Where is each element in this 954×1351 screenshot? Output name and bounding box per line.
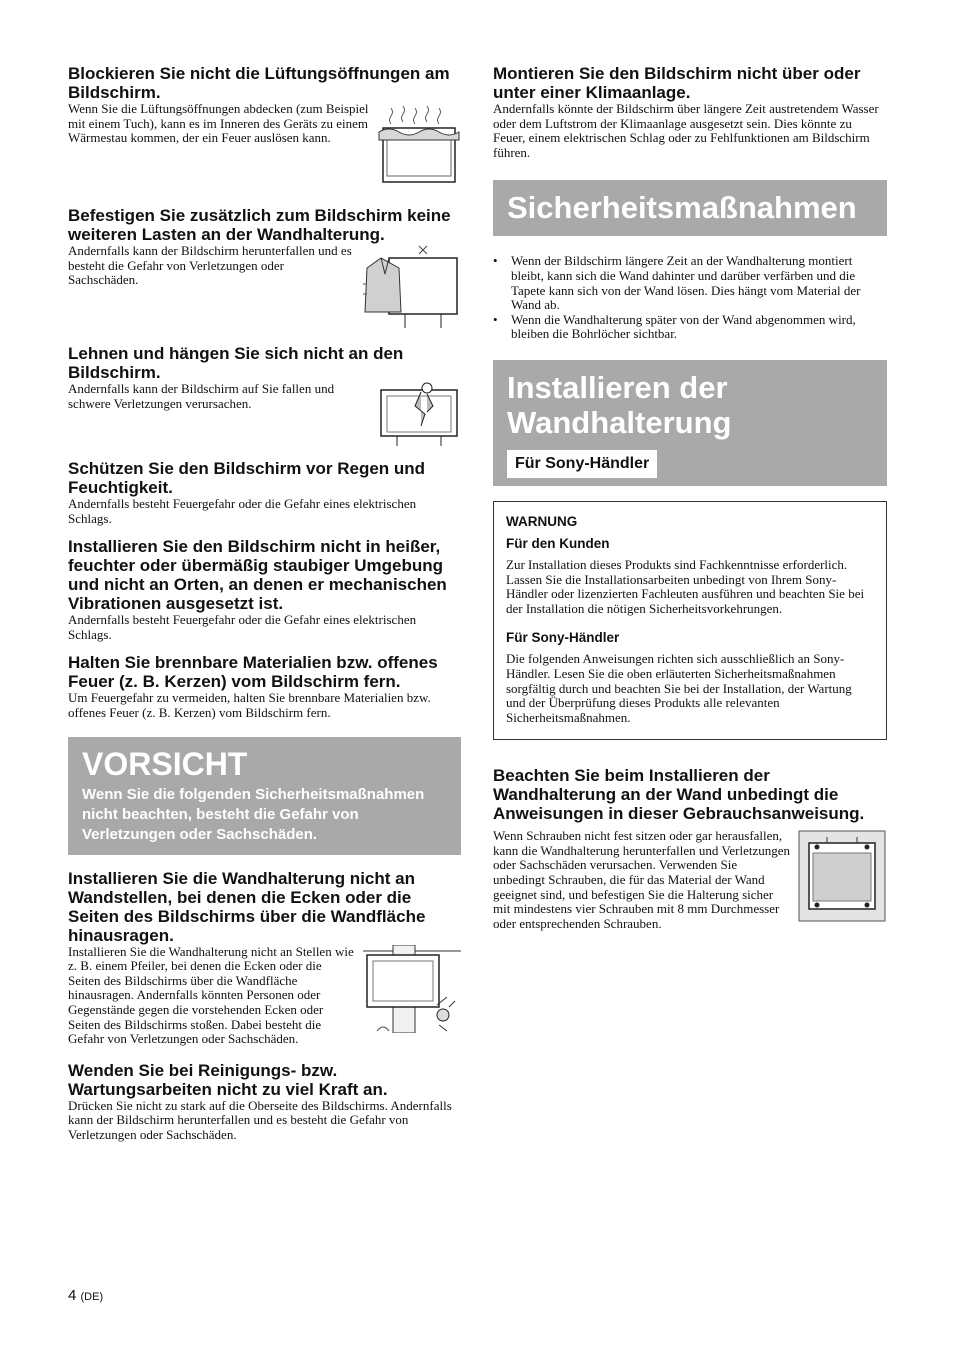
caution-text: Wenn Sie die folgenden Sicherheitsmaßnahmen nicht beachten, besteht die Gefahr von Verletzungen oder Sachschäden. xyxy=(82,785,425,843)
dealer-heading: Für Sony-Händler xyxy=(506,630,620,646)
section-rain xyxy=(68,459,461,526)
section-text: Installieren Sie die Wandhalterung nicht an Stellen wie z. B. einem Pfeiler, bei denen die Ecken oder die Seiten des Bildschirms über die Wandfläche hinausragen. Andernfalls könnten Personen oder Gegenstände gegen die vorstehenden Ecken oder Seiten des Bildschirms stoßen. Dabei besteht die Gefahr von Verletzungen oder Sachschäden. xyxy=(68,943,354,1047)
person-hanging-illustration xyxy=(377,382,461,448)
section-text: Andernfalls kann der Bildschirm herunterfallen und es besteht die Gefahr von Verletzungen oder Sachschäden. xyxy=(68,243,352,288)
warning-heading: WARNUNG xyxy=(506,513,578,529)
bracket-screws-illustration xyxy=(797,829,887,925)
section-heading: Montieren Sie den Bildschirm nicht über oder unter einer Klimaanlage. xyxy=(493,64,861,102)
section-text: Wenn Sie die Lüftungsöffnungen abdecken (zum Beispiel mit einem Tuch), kann es im Inneren des Geräts zu einem Wärmestau kommen, der ein Feuer auslösen kann. xyxy=(68,101,369,146)
safety-banner xyxy=(493,180,887,236)
section-heading: Installieren Sie den Bildschirm nicht in heißer, feuchter oder übermäßig staubiger Umgebung und nicht an Orten, an denen er mechanischen Vibrationen ausgesetzt ist. xyxy=(68,537,447,614)
section-air-conditioner xyxy=(493,64,887,160)
section-heading: Halten Sie brennbare Materialien bzw. offenes Feuer (z. B. Kerzen) vom Bildschirm fern. xyxy=(68,653,438,692)
warning-box xyxy=(493,501,887,740)
caution-box xyxy=(68,737,461,855)
section-heading: Blockieren Sie nicht die Lüftungsöffnungen am Bildschirm. xyxy=(68,64,450,102)
section-flammables xyxy=(68,653,461,720)
section-heading: Beachten Sie beim Installieren der Wandhalterung an der Wand unbedingt die Anweisungen in dieser Gebrauchsanweisung. xyxy=(493,766,865,824)
section-loads xyxy=(68,206,461,330)
section-cleaning xyxy=(68,1061,461,1143)
section-text: Drücken Sie nicht zu stark auf die Oberseite des Bildschirms. Andernfalls kann der Bildschirm herunterfallen und es besteht die Gefahr von Verletzungen oder Sachschäden. xyxy=(68,1097,452,1142)
hanging-jacket-illustration xyxy=(361,244,461,330)
section-environment xyxy=(68,537,461,642)
section-text: Wenn Schrauben nicht fest sitzen oder gar herausfallen, kann die Wandhalterung herunterfallen und Verletzungen oder Sachschäden verursachen. Verwenden Sie unbedingt Schrauben, die für das Material der Wand geeignet sind, und befestigen Sie die Halterung sicher mit mindestens vier Schrauben mit 8 mm Durchmesser oder entsprechenden Schrauben. xyxy=(493,828,791,931)
list-item: • Wenn die Wandhalterung später von der Wand abgenommen wird, bleiben die Bohrlöcher sichtbar. xyxy=(493,313,887,342)
section-text: Andernfalls könnte der Bildschirm über längere Zeit austretendem Wasser oder dem Luftstrom der Klimaanlage ausgesetzt sein. Dies könnte zu Feuer, einem elektrischen Schlag oder zu Fehlfunktionen am Bildschirm führen. xyxy=(493,101,879,160)
customer-text: Zur Installation dieses Produkts sind Fachkenntnisse erforderlich. Lassen Sie die Installationsarbeiten unbedingt von Ihrem Sony-Händler oder lizenzierten Fachleuten ausführen und beachten Sie bei der Installation die nötigen Sicherheitsvorkehrungen. xyxy=(506,556,865,616)
section-protruding xyxy=(68,869,461,1047)
language-code: (DE) xyxy=(80,1291,104,1303)
section-heading: Lehnen und hängen Sie sich nicht an den Bildschirm. xyxy=(68,344,404,382)
list-item: • Wenn der Bildschirm längere Zeit an der Wandhalterung montiert bleibt, kann sich die Wand dahinter und darüber verfärben und die Tapete kann sich von der Wand lösen. Dies hängt vom Material der Wand ab. xyxy=(493,254,887,312)
section-text: Andernfalls besteht Feuergefahr oder die Gefahr eines elektrischen Schlags. xyxy=(68,496,417,526)
installation-banner xyxy=(493,360,887,486)
installation-title: Installieren der Wandhalterung xyxy=(507,369,732,440)
section-text: Andernfalls besteht Feuergefahr oder die Gefahr eines elektrischen Schlags. xyxy=(68,612,417,642)
page-number: 4 xyxy=(68,1287,77,1304)
section-heading: Schützen Sie den Bildschirm vor Regen und Feuchtigkeit. xyxy=(68,459,426,497)
section-heading: Wenden Sie bei Reinigungs- bzw. Wartungsarbeiten nicht zu viel Kraft an. xyxy=(68,1060,388,1099)
section-text: Andernfalls kann der Bildschirm auf Sie fallen und schwere Verletzungen verursachen. xyxy=(68,381,335,411)
section-instructions xyxy=(493,766,887,931)
dealer-text: Die folgenden Anweisungen richten sich ausschließlich an Sony-Händler. Lesen Sie die oben erläuterten Sicherheitsmaßnahmen sorgfältig durch und beachten Sie bei der Installation, der Wartung und der Überprüfung dieses Produkts alle relevanten Sicherheitsmaßnahmen. xyxy=(506,651,852,725)
pillar-mount-illustration xyxy=(363,945,461,1033)
section-heading: Befestigen Sie zusätzlich zum Bildschirm keine weiteren Lasten an der Wandhalterung. xyxy=(68,206,451,244)
section-heading: Installieren Sie die Wandhalterung nicht an Wandstellen, bei denen die Ecken oder die Seiten des Bildschirms über die Wandfläche hinausragen. xyxy=(68,868,426,945)
page-footer xyxy=(68,1287,103,1304)
caution-title: VORSICHT xyxy=(82,745,248,782)
section-text: Um Feuergefahr zu vermeiden, halten Sie brennbare Materialien bzw. offenes Feuer (z. B. Kerzen) vom Bildschirm fern. xyxy=(68,690,431,720)
section-leaning xyxy=(68,344,461,448)
dealer-tag: Für Sony-Händler xyxy=(507,450,657,478)
section-ventilation xyxy=(68,64,461,186)
safety-list xyxy=(493,254,887,342)
covered-vents-illustration xyxy=(377,102,461,186)
customer-heading: Für den Kunden xyxy=(506,535,610,551)
left-column xyxy=(68,64,461,1154)
right-column xyxy=(493,64,887,942)
safety-title: Sicherheitsmaßnahmen xyxy=(507,190,857,226)
